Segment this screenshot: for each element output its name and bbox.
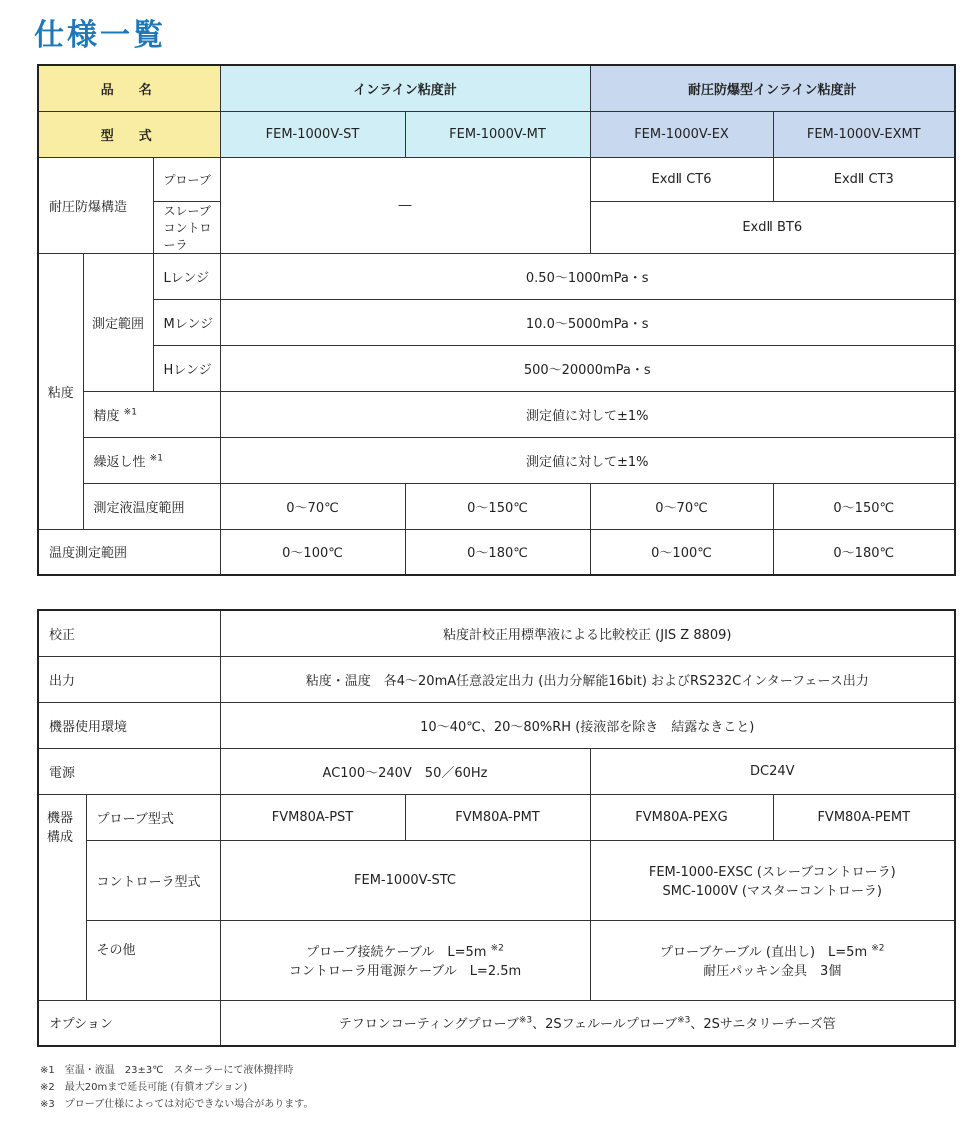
power-ac-value: AC100～240V 50／60Hz bbox=[220, 748, 590, 794]
controller-std-value: FEM-1000V-STC bbox=[220, 840, 590, 920]
model-st: FEM-1000V-ST bbox=[220, 111, 405, 157]
hinmei-header: 品 名 bbox=[38, 65, 220, 111]
other-ex-value bbox=[590, 920, 955, 1000]
repeatability-label-text: 繰返し性 bbox=[93, 454, 146, 470]
footnote-3: ※3 プローブ仕様によっては対応できない場合があります。 bbox=[40, 1099, 314, 1110]
calibration-value: 粘度計校正用標準液による比較校正 (JIS Z 8809) bbox=[220, 610, 955, 656]
l-range-value: 0.50～1000mPa・s bbox=[220, 253, 955, 299]
option-footnote2: ※3 bbox=[677, 1015, 691, 1026]
other-ex-line2: 耐圧パッキン金具 3個 bbox=[703, 964, 842, 979]
option-part1: テフロンコーティングプローブ bbox=[338, 1017, 519, 1033]
slave-ex-rating: ExdⅡ BT6 bbox=[590, 201, 955, 253]
katashiki-header: 型 式 bbox=[38, 111, 220, 157]
not-applicable-dash: ― bbox=[220, 157, 590, 253]
model-mt: FEM-1000V-MT bbox=[405, 111, 590, 157]
liquid-temp-ex: 0～70℃ bbox=[590, 483, 773, 529]
power-dc-value: DC24V bbox=[590, 748, 955, 794]
option-value bbox=[220, 1000, 955, 1046]
h-range-label: Hレンジ bbox=[153, 345, 220, 391]
accuracy-footnote: ※1 bbox=[123, 407, 137, 418]
environment-value: 10～40℃、20～80%RH (接液部を除き 結露なきこと) bbox=[220, 702, 955, 748]
spec-table-main bbox=[37, 64, 956, 576]
other-std-line1-text: プローブ接続ケーブル L=5m bbox=[306, 945, 487, 960]
measure-range-label: 測定範囲 bbox=[83, 253, 153, 391]
repeatability-value: 測定値に対して±1% bbox=[220, 437, 955, 483]
probe-ex-rating: ExdⅡ CT6 bbox=[590, 157, 773, 201]
probe-exmt-rating: ExdⅡ CT3 bbox=[773, 157, 955, 201]
option-part2: 、2Sフェルールプローブ bbox=[532, 1017, 678, 1033]
option-footnote1: ※3 bbox=[518, 1015, 533, 1026]
controller-type-label: コントローラ型式 bbox=[86, 840, 220, 920]
other-std-value bbox=[220, 920, 590, 1000]
controller-ex-value bbox=[590, 840, 955, 920]
h-range-value: 500～20000mPa・s bbox=[220, 345, 955, 391]
liquid-temp-exmt: 0～150℃ bbox=[773, 483, 955, 529]
probe-type-label: プローブ型式 bbox=[86, 794, 220, 840]
m-range-value: 10.0～5000mPa・s bbox=[220, 299, 955, 345]
footnote-2: ※2 最大20mまで延長可能 (有償オプション) bbox=[40, 1082, 248, 1093]
footnote-1: ※1 室温・液温 23±3℃ スターラーにて液体攪拌時 bbox=[40, 1065, 294, 1076]
liquid-temp-st: 0～70℃ bbox=[220, 483, 405, 529]
output-value: 粘度・温度 各4～20mA任意設定出力 (出力分解能16bit) およびRS232Cインターフェース出力 bbox=[220, 656, 955, 702]
accuracy-label bbox=[83, 391, 220, 437]
slave-label-line1: スレーブ bbox=[163, 203, 211, 218]
controller-ex-line2: SMC-1000V (マスターコントローラ) bbox=[662, 884, 883, 899]
controller-ex-line1: FEM-1000-EXSC (スレーブコントローラ) bbox=[648, 865, 896, 880]
explosion-group-header: 耐圧防爆型インライン粘度計 bbox=[590, 65, 955, 111]
inline-group-header: インライン粘度計 bbox=[220, 65, 590, 111]
temp-range-ex: 0～100℃ bbox=[590, 529, 773, 575]
probe-label: プローブ bbox=[153, 157, 220, 201]
viscosity-label: 粘度 bbox=[38, 253, 83, 529]
probe-type-pexg: FVM80A-PEXG bbox=[590, 794, 773, 840]
probe-type-pmt: FVM80A-PMT bbox=[405, 794, 590, 840]
liquid-temp-mt: 0～150℃ bbox=[405, 483, 590, 529]
power-label: 電源 bbox=[38, 748, 220, 794]
accuracy-value: 測定値に対して±1% bbox=[220, 391, 955, 437]
model-exmt: FEM-1000V-EXMT bbox=[773, 111, 955, 157]
explosion-structure-label: 耐圧防爆構造 bbox=[38, 157, 153, 253]
other-std-line1 bbox=[225, 941, 586, 960]
other-std-line2: コントローラ用電源ケーブル L=2.5m bbox=[288, 964, 522, 979]
page-title: 仕様一覧 bbox=[34, 18, 166, 53]
liquid-temp-label: 測定液温度範囲 bbox=[83, 483, 220, 529]
option-label: オプション bbox=[38, 1000, 220, 1046]
probe-type-pemt: FVM80A-PEMT bbox=[773, 794, 955, 840]
other-ex-footnote: ※2 bbox=[871, 943, 885, 954]
temp-range-mt: 0～180℃ bbox=[405, 529, 590, 575]
other-label: その他 bbox=[86, 920, 220, 1000]
config-label-line2: 構成 bbox=[47, 829, 74, 845]
spec-table-secondary bbox=[37, 609, 956, 1047]
config-label-line1: 機器 bbox=[47, 810, 74, 826]
repeatability-label bbox=[83, 437, 220, 483]
accuracy-label-text: 精度 bbox=[93, 408, 120, 424]
footnotes bbox=[40, 1062, 313, 1113]
other-ex-line1 bbox=[595, 941, 951, 960]
environment-label: 機器使用環境 bbox=[38, 702, 220, 748]
config-label bbox=[38, 794, 86, 1000]
temp-range-label: 温度測定範囲 bbox=[38, 529, 220, 575]
output-label: 出力 bbox=[38, 656, 220, 702]
option-part3: 、2Sサニタリーチーズ管 bbox=[690, 1017, 836, 1033]
temp-range-exmt: 0～180℃ bbox=[773, 529, 955, 575]
slave-label-line2: コントローラ bbox=[163, 220, 212, 252]
other-ex-line1-text: プローブケーブル (直出し) L=5m bbox=[659, 945, 868, 960]
repeatability-footnote: ※1 bbox=[149, 453, 163, 464]
other-std-footnote: ※2 bbox=[490, 943, 504, 954]
calibration-label: 校正 bbox=[38, 610, 220, 656]
model-ex: FEM-1000V-EX bbox=[590, 111, 773, 157]
m-range-label: Mレンジ bbox=[153, 299, 220, 345]
l-range-label: Lレンジ bbox=[153, 253, 220, 299]
probe-type-pst: FVM80A-PST bbox=[220, 794, 405, 840]
slave-controller-label bbox=[153, 201, 220, 253]
temp-range-st: 0～100℃ bbox=[220, 529, 405, 575]
